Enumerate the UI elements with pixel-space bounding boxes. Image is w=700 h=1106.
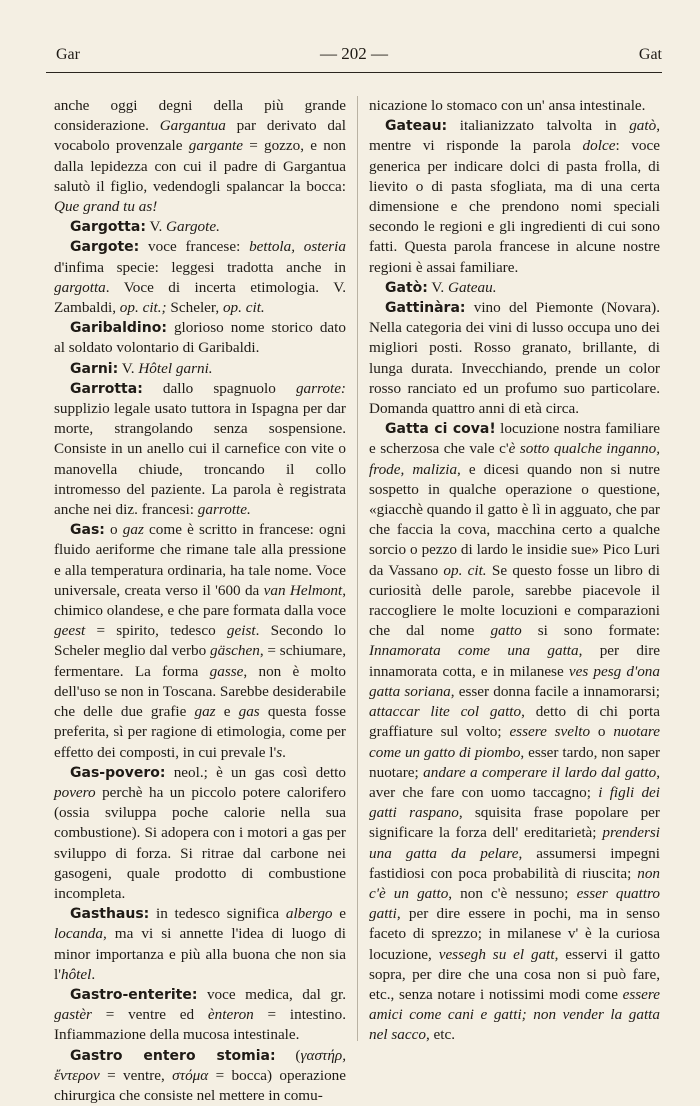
dictionary-entry [54, 237, 346, 318]
entry-italic-text: è sotto qualche inganno, frode, malizia [369, 440, 661, 478]
dictionary-entry [54, 904, 346, 985]
entry-text: V. [118, 359, 139, 377]
entry-headword: Gasthaus: [70, 906, 150, 923]
entry-italic-text: γαστήρ, ἔντερον [54, 1046, 346, 1084]
entry-italic-text: geist [226, 622, 256, 640]
entry-text: ( [275, 1046, 301, 1064]
entry-text: questa fosse preferita, sì per ragione di etimologia, come per effetto dei composti, in cui prevale l' [54, 703, 346, 761]
entry-italic-text: i figli dei gatti raspano [369, 783, 661, 822]
entry-italic-text: Innamorata come una gatta [369, 642, 579, 660]
entry-text: , esser donna facile a innamorarsi; [450, 682, 660, 700]
entry-text: voce medica, dal gr. [197, 985, 346, 1003]
entry-text: anche oggi degni della più grande considerazione. [54, 97, 346, 135]
entry-text: . Voce di incerta etimologia. V. Zambaldi, [54, 278, 346, 317]
entry-text: : voce generica per indicare dolci di pasta frolla, di lievito o di pasta sfogliata, ma di una certa dimensione e che prendono nomi speciali secondo le regioni e gli ingredienti di cui sono fatti. Questa parola francese in alcune nostre regioni è assai familiare. [369, 137, 660, 276]
entry-text: , per dire innamorata cotta, e in milanese [369, 642, 660, 680]
dictionary-entry [54, 359, 346, 379]
dictionary-entry [369, 278, 660, 298]
entry-text: = bocca) operazione chirurgica che consiste nel mettere in comu- [54, 1066, 346, 1104]
entry-italic-text: non c'è un gatto [369, 864, 660, 902]
entry-text: neol.; è un gas così detto [165, 763, 346, 781]
entry-italic-text: Gateau. [447, 278, 497, 296]
entry-text: , esser tardo, non saper nuotare; [369, 743, 660, 781]
entry-italic-text: vessegh su el gatt [438, 945, 555, 963]
right-column [369, 96, 660, 1046]
entry-text: , squisita frase popolare per significare la forza dell' ereditarietà; [369, 804, 660, 842]
entry-italic-text: van Helmont [263, 581, 343, 599]
entry-text: , non c'è nessuno; [448, 884, 577, 902]
entry-text: locuzione nostra familiare e scherzosa che vale c' [369, 420, 660, 458]
entry-italic-text: gäschen [210, 642, 260, 660]
entry-italic-text: op. cit. [443, 561, 487, 579]
entry-italic-text: andare a comperare il lardo dal gatto [423, 763, 657, 781]
entry-text: , etc. [425, 1026, 456, 1044]
entry-text: italianizzato talvolta in [447, 117, 630, 135]
entry-text: e [332, 905, 346, 923]
entry-italic-text: στόμα [172, 1066, 209, 1084]
entry-headword: Gas: [70, 522, 105, 539]
entry-text: o [104, 521, 123, 539]
column-divider [357, 96, 358, 1041]
page-number: — 202 — [320, 44, 388, 63]
entry-text: = ventre ed [91, 1006, 208, 1024]
entry-italic-text: gasse [209, 662, 244, 680]
entry-text: V. [145, 218, 167, 236]
entry-text: = gozzo, e non dalla lepidezza con cui il padre di Gargantua salutò il figlio, vedendogli spalancar la bocca: [54, 137, 346, 195]
entry-text: = spirito, tedesco [85, 622, 227, 640]
entry-headword: Gatta ci cova! [385, 421, 496, 438]
entry-text: glorioso nome storico dato al soldato volontario di Garibaldi. [54, 319, 346, 357]
entry-text: voce francese: [139, 238, 250, 256]
entry-italic-text: garrotte. [197, 501, 251, 519]
entry-text: in tedesco significa [149, 905, 286, 923]
entry-text: , chimico olandese, e che pare formata dalla voce [54, 581, 347, 620]
entry-italic-text: Hôtel garni. [138, 359, 213, 377]
entry-text: V. [427, 278, 448, 296]
entry-italic-text: hôtel [60, 965, 92, 983]
dictionary-entry [54, 96, 346, 217]
entry-italic-text: gaz [194, 703, 216, 721]
entry-italic-text: essere amici come cani e gatti; non vender la gatta nel sacco [369, 985, 660, 1044]
entry-headword: Garrotta: [70, 380, 143, 397]
entry-text: , assumersi impegni fastidiosi con poca probabilità di riuscita; [369, 844, 660, 882]
dictionary-entry [54, 520, 346, 762]
entry-italic-text: ves pesg d'ona gatta soriana [369, 662, 660, 700]
header-right-guideword: Gat [638, 46, 662, 63]
entry-text: d'infima specie: leggesi tradotta anche in [54, 258, 346, 276]
dictionary-entry [54, 379, 346, 520]
entry-italic-text: gatto [490, 622, 522, 640]
entry-italic-text: geest [54, 622, 86, 640]
entry-text: , mentre vi risponde la parola [369, 117, 660, 155]
entry-headword: Gargotta: [70, 219, 146, 236]
entry-text: supplizio legale usato tuttora in Ispagna per dar morte, strangolando senza sospensione. Consiste in un anello cui il carnefice con vite o manovella chiude, troncando il collo intromesso del paziente. La parola è registrata anche nei diz. francesi: [54, 400, 346, 519]
entry-text: perchè ha un piccolo potere calorifero (ossia sviluppa poche calorie nella sua combustione). Si adopera con i motori a gas per sviluppo di forza. Si ritrae dal carbone nei gasogeni, quale prodotto di combustione incompleta. [54, 783, 346, 902]
header-rule [46, 72, 662, 73]
entry-italic-text: gas [238, 703, 260, 721]
entry-headword: Gargote: [70, 239, 140, 256]
entry-text: , ma vi si annette l'idea di luogo di minor importanza e più alla buona che non sia l' [54, 925, 346, 983]
entry-italic-text: gargotta [54, 278, 106, 296]
entry-headword: Garni: [70, 360, 119, 377]
entry-text: o [590, 723, 614, 741]
entry-italic-text: s [276, 743, 283, 761]
entry-headword: Gastro entero stomia: [70, 1047, 276, 1064]
entry-text: par derivato dal vocabolo provenzale [54, 117, 346, 155]
entry-text: Se questo fosse un libro di curiosità delle parole, sarebbe piacevole il raccogliere le molte locuzioni e comparazioni che dal nome [369, 561, 660, 640]
entry-text: , e dicesi quando non si nutre sospetto in qualche operazione o questione, «giacchè quando il gatto è lì in agguato, che par che faccia la cova, macchina certo a qualche sorcio o pezzo di lardo le insidie sue» Pico Luri da Vassano [369, 460, 660, 579]
entry-text: = intestino. Infiammazione della mucosa intestinale. [54, 1006, 346, 1044]
entry-text: = ventre, [99, 1066, 173, 1084]
dictionary-entry [54, 985, 346, 1046]
entry-italic-text: povero [54, 783, 96, 801]
entry-italic-text: gaz [122, 521, 144, 539]
dictionary-entry [369, 298, 660, 419]
entry-headword: Gas-povero: [70, 764, 166, 781]
entry-text: vino del Piemonte (Novara). Nella categoria dei vini di lusso occupa uno dei migliori posti. Rosso granato, brillante, di lunga durata. Invecchiando, prende un color rosso ranciato ed un profumo suo particolare. Domanda quattro anni di età circa. [369, 299, 660, 418]
entry-headword: Gatò: [385, 279, 428, 296]
entry-italic-text: gargante [188, 137, 243, 155]
entry-italic-text: prendersi una gatta da pelare [369, 824, 660, 862]
entry-italic-text: attaccar lite col gatto [369, 703, 522, 721]
entry-italic-text: albergo [285, 905, 333, 923]
dictionary-entry [54, 763, 346, 904]
running-header [46, 42, 662, 72]
entry-italic-text: op. cit.; [119, 299, 167, 317]
entry-headword: Gateau: [385, 118, 448, 135]
left-column [54, 96, 346, 1106]
entry-italic-text: esser quattro gatti [369, 884, 661, 923]
entry-text: , aver che fare con uomo taccagno; [369, 763, 660, 801]
entry-italic-text: essere svelto [509, 723, 591, 741]
entry-italic-text: Gargantua [159, 117, 226, 135]
dictionary-entry [54, 318, 346, 358]
entry-italic-text: bettola, osteria [249, 238, 346, 256]
header-left-guideword: Gar [56, 46, 80, 63]
entry-text: , esservi il gatto sopra, per dire che una cosa non si può fare, etc., senza notare i notissimi modi come [369, 945, 660, 1003]
dictionary-entry [369, 116, 660, 278]
entry-text: come è scritto in francese: ogni fluido aeriforme che rimane tale alla pressione e alla temperatura ordinaria, ha tale nome. Voce universale, creata verso il '600 da [54, 521, 347, 599]
entry-headword: Garibaldino: [70, 320, 167, 337]
entry-text: si sono formate: [521, 622, 660, 640]
entry-text: . [282, 743, 286, 761]
dictionary-entry [54, 1046, 346, 1106]
entry-italic-text: Gargote. [166, 218, 220, 236]
entry-text: , per dire essere in pochi, ma in senso faceto di sprezzo; in milanese v' è la curiosa locuzione, [369, 905, 660, 963]
entry-text: nicazione lo stomaco con un' ansa intestinale. [369, 97, 646, 114]
entry-italic-text: op. cit. [222, 299, 265, 317]
dictionary-entry [54, 217, 346, 237]
entry-italic-text: dolce [582, 137, 616, 155]
dictionary-entry [369, 96, 660, 116]
entry-text: Scheler, [166, 299, 223, 317]
entry-headword: Gastro-enterite: [70, 986, 198, 1003]
entry-text: dallo spagnuolo [142, 379, 296, 397]
entry-text: e [215, 703, 239, 721]
entry-text: , non è molto dell'uso se non in Toscana. Sarebbe desiderabile che delle due grafie [54, 662, 347, 721]
entry-italic-text: ènteron [207, 1006, 254, 1024]
entry-italic-text: garrote: [295, 379, 346, 397]
dictionary-entry [369, 419, 660, 1045]
entry-text: , = schiumare, fermentare. La forma [54, 642, 346, 680]
entry-text: . [91, 965, 96, 983]
entry-text: , detto di chi porta graffiature sul volto; [369, 703, 660, 741]
entry-italic-text: locanda [54, 925, 103, 943]
entry-italic-text: nuotare come un gatto di piombo [369, 723, 660, 761]
entry-text: . Secondo lo Scheler meglio dal verbo [54, 622, 346, 660]
entry-italic-text: Que grand tu as! [54, 198, 158, 216]
entry-italic-text: gatò [629, 117, 657, 135]
entry-headword: Gattinàra: [385, 300, 466, 317]
entry-italic-text: gastèr [54, 1006, 92, 1024]
